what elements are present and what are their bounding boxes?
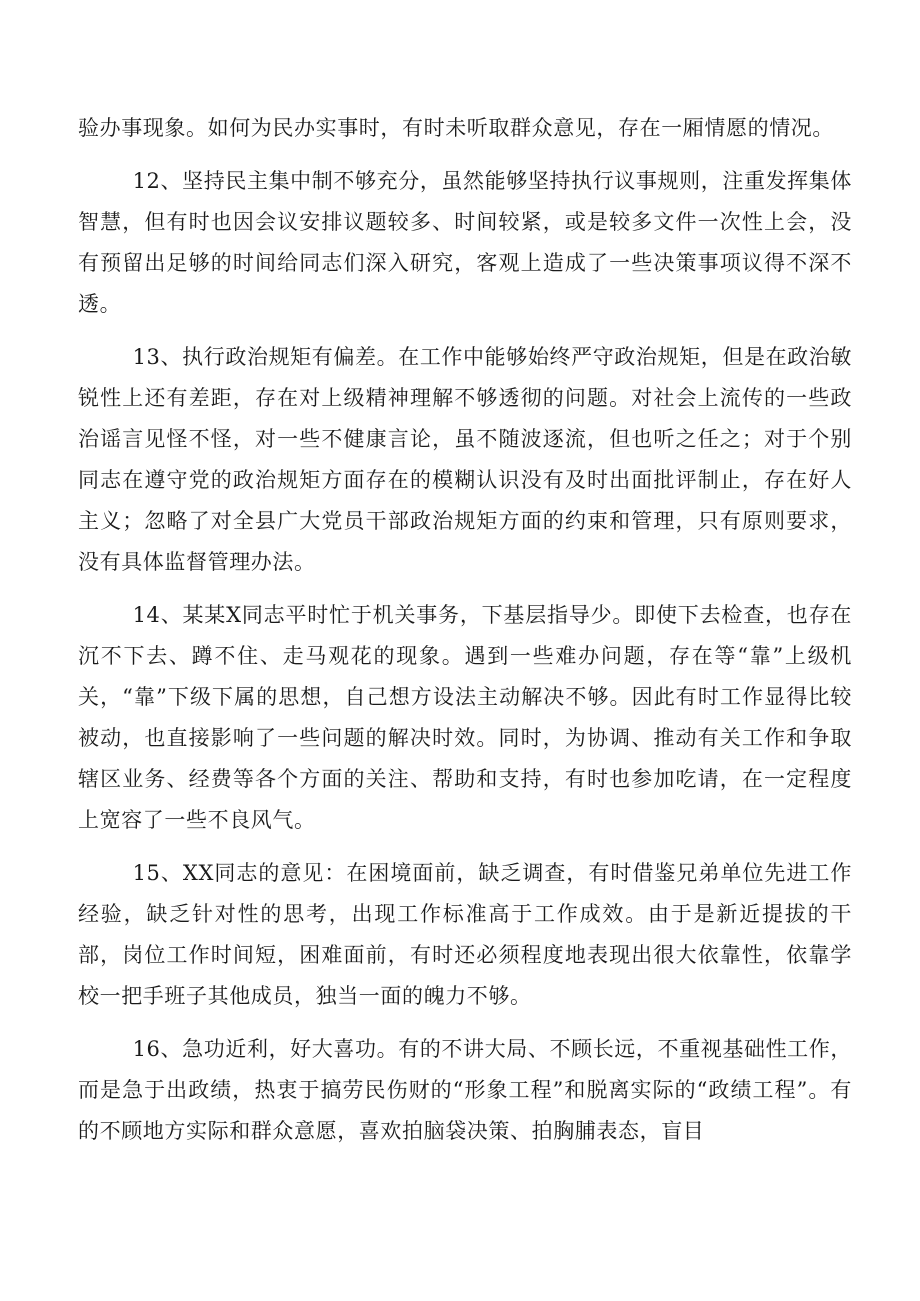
paragraph-item-12: 12、坚持民主集中制不够充分，虽然能够坚持执行议事规则，注重发挥集体智慧，但有时也因会议安排议题较多、时间较紧，或是较多文件一次性上会，没有预留出足够的时间给同志们深入研究，客观上造成了一些决策事项议得不深不透。 [78, 169, 852, 316]
document-body [78, 108, 852, 1152]
paragraph-item-13: 13、执行政治规矩有偏差。在工作中能够始终严守政治规矩，但是在政治敏锐性上还有差距，存在对上级精神理解不够透彻的问题。对社会上流传的一些政治谣言见怪不怪，对一些不健康言论，虽不随波逐流，但也听之任之；对于个别同志在遵守党的政治规矩方面存在的模糊认识没有及时出面批评制止，存在好人主义；忽略了对全县广大党员干部政治规矩方面的约束和管理，只有原则要求，没有具体监督管理办法。 [78, 345, 852, 574]
paragraph-item-14: 14、某某X同志平时忙于机关事务，下基层指导少。即使下去检查，也存在沉不下去、蹲不住、走马观花的现象。遇到一些难办问题，存在等“靠”上级机关，“靠”下级下属的思想，自己想方设法主动解决不够。因此有时工作显得比较被动，也直接影响了一些问题的解决时效。同时，为协调、推动有关工作和争取辖区业务、经费等各个方面的关注、帮助和支持，有时也参加吃请，在一定程度上宽容了一些不良风气。 [78, 603, 852, 832]
paragraph-continuation: 验办事现象。如何为民办实事时，有时未听取群众意见，存在一厢情愿的情况。 [78, 116, 834, 140]
paragraph-item-16: 16、急功近利，好大喜功。有的不讲大局、不顾长远，不重视基础性工作，而是急于出政绩，热衷于搞劳民伤财的“形象工程”和脱离实际的“政绩工程”。有的不顾地方实际和群众意愿，喜欢拍脑袋决策、拍胸脯表态，盲目 [78, 1037, 852, 1143]
paragraph-item-15: 15、XX同志的意见：在困境面前，缺乏调查，有时借鉴兄弟单位先进工作经验，缺乏针对性的思考，出现工作标准高于工作成效。由于是新近提拔的干部，岗位工作时间短，困难面前，有时还必须程度地表现出很大依靠性，依靠学校一把手班子其他成员，独当一面的魄力不够。 [78, 861, 852, 1008]
